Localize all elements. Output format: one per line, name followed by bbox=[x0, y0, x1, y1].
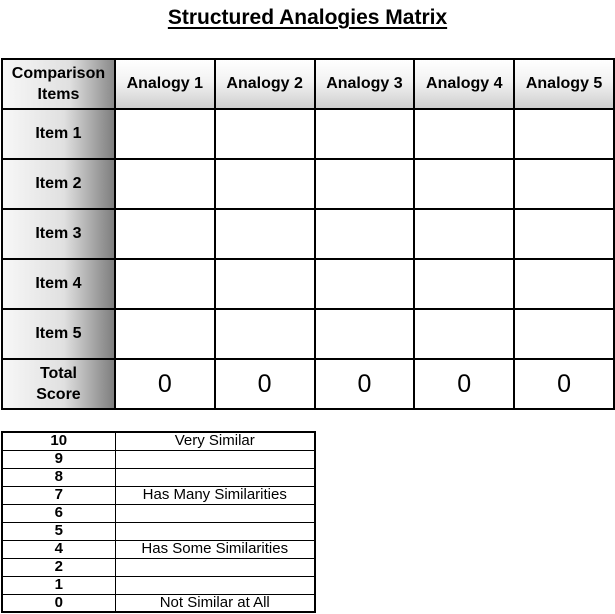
total-score-analogy-1: 0 bbox=[115, 359, 215, 409]
legend-score: 6 bbox=[2, 504, 115, 522]
total-score-analogy-5: 0 bbox=[514, 359, 614, 409]
legend-row bbox=[2, 576, 315, 594]
matrix-cell[interactable] bbox=[215, 159, 315, 209]
corner-label-line1: Comparison bbox=[11, 65, 106, 82]
column-header-analogy-5: Analogy 5 bbox=[514, 59, 614, 109]
total-score-analogy-2: 0 bbox=[215, 359, 315, 409]
corner-label-line2: Items bbox=[37, 86, 80, 103]
matrix-cell[interactable] bbox=[414, 259, 514, 309]
matrix-cell[interactable] bbox=[414, 159, 514, 209]
legend-score: 0 bbox=[2, 594, 115, 612]
legend-description bbox=[115, 558, 315, 576]
total-label-line2: Score bbox=[36, 386, 81, 403]
matrix-cell[interactable] bbox=[514, 259, 614, 309]
matrix-cell[interactable] bbox=[315, 309, 415, 359]
matrix-cell[interactable] bbox=[514, 209, 614, 259]
legend-row bbox=[2, 540, 315, 558]
legend-score: 5 bbox=[2, 522, 115, 540]
comparison-items-header bbox=[2, 59, 115, 109]
legend-row bbox=[2, 468, 315, 486]
total-score-analogy-4: 0 bbox=[414, 359, 514, 409]
matrix-cell[interactable] bbox=[115, 309, 215, 359]
legend-score: 4 bbox=[2, 540, 115, 558]
legend-score: 8 bbox=[2, 468, 115, 486]
legend-score: 2 bbox=[2, 558, 115, 576]
legend-score: 1 bbox=[2, 576, 115, 594]
legend-description: Not Similar at All bbox=[115, 594, 315, 612]
matrix-cell[interactable] bbox=[315, 159, 415, 209]
matrix-row-item-1 bbox=[2, 109, 614, 159]
column-header-analogy-2: Analogy 2 bbox=[215, 59, 315, 109]
matrix-cell[interactable] bbox=[414, 309, 514, 359]
legend-description: Has Some Similarities bbox=[115, 540, 315, 558]
matrix-cell[interactable] bbox=[414, 209, 514, 259]
total-score-header bbox=[2, 359, 115, 409]
legend-row bbox=[2, 594, 315, 612]
matrix-cell[interactable] bbox=[115, 259, 215, 309]
legend-row bbox=[2, 432, 315, 450]
row-header-item-3: Item 3 bbox=[2, 209, 115, 259]
matrix-row-item-4 bbox=[2, 259, 614, 309]
legend-description bbox=[115, 468, 315, 486]
matrix-cell[interactable] bbox=[414, 109, 514, 159]
legend-score: 10 bbox=[2, 432, 115, 450]
matrix-header-row bbox=[2, 59, 614, 109]
legend-description: Has Many Similarities bbox=[115, 486, 315, 504]
matrix-cell[interactable] bbox=[115, 209, 215, 259]
legend-row bbox=[2, 486, 315, 504]
legend-description bbox=[115, 504, 315, 522]
matrix-cell[interactable] bbox=[514, 109, 614, 159]
matrix-cell[interactable] bbox=[315, 259, 415, 309]
total-score-analogy-3: 0 bbox=[315, 359, 415, 409]
legend-description: Very Similar bbox=[115, 432, 315, 450]
matrix-row-total-score bbox=[2, 359, 614, 409]
matrix-cell[interactable] bbox=[215, 109, 315, 159]
legend-row bbox=[2, 558, 315, 576]
matrix-row-item-2 bbox=[2, 159, 614, 209]
matrix-cell[interactable] bbox=[315, 109, 415, 159]
column-header-analogy-4: Analogy 4 bbox=[414, 59, 514, 109]
matrix-row-item-5 bbox=[2, 309, 614, 359]
analogies-matrix bbox=[1, 58, 615, 410]
column-header-analogy-1: Analogy 1 bbox=[115, 59, 215, 109]
matrix-cell[interactable] bbox=[115, 159, 215, 209]
matrix-cell[interactable] bbox=[315, 209, 415, 259]
row-header-item-1: Item 1 bbox=[2, 109, 115, 159]
legend-row bbox=[2, 504, 315, 522]
page-title: Structured Analogies Matrix bbox=[167, 6, 448, 29]
scoring-legend bbox=[1, 431, 316, 613]
matrix-cell[interactable] bbox=[514, 159, 614, 209]
legend-score: 9 bbox=[2, 450, 115, 468]
row-header-item-2: Item 2 bbox=[2, 159, 115, 209]
legend-row bbox=[2, 450, 315, 468]
matrix-cell[interactable] bbox=[215, 259, 315, 309]
matrix-row-item-3 bbox=[2, 209, 614, 259]
legend-description bbox=[115, 576, 315, 594]
legend-score: 7 bbox=[2, 486, 115, 504]
matrix-cell[interactable] bbox=[115, 109, 215, 159]
legend-description bbox=[115, 522, 315, 540]
column-header-analogy-3: Analogy 3 bbox=[315, 59, 415, 109]
row-header-item-4: Item 4 bbox=[2, 259, 115, 309]
row-header-item-5: Item 5 bbox=[2, 309, 115, 359]
total-label-line1: Total bbox=[39, 365, 77, 382]
matrix-cell[interactable] bbox=[514, 309, 614, 359]
legend-description bbox=[115, 450, 315, 468]
matrix-cell[interactable] bbox=[215, 309, 315, 359]
legend-row bbox=[2, 522, 315, 540]
matrix-cell[interactable] bbox=[215, 209, 315, 259]
